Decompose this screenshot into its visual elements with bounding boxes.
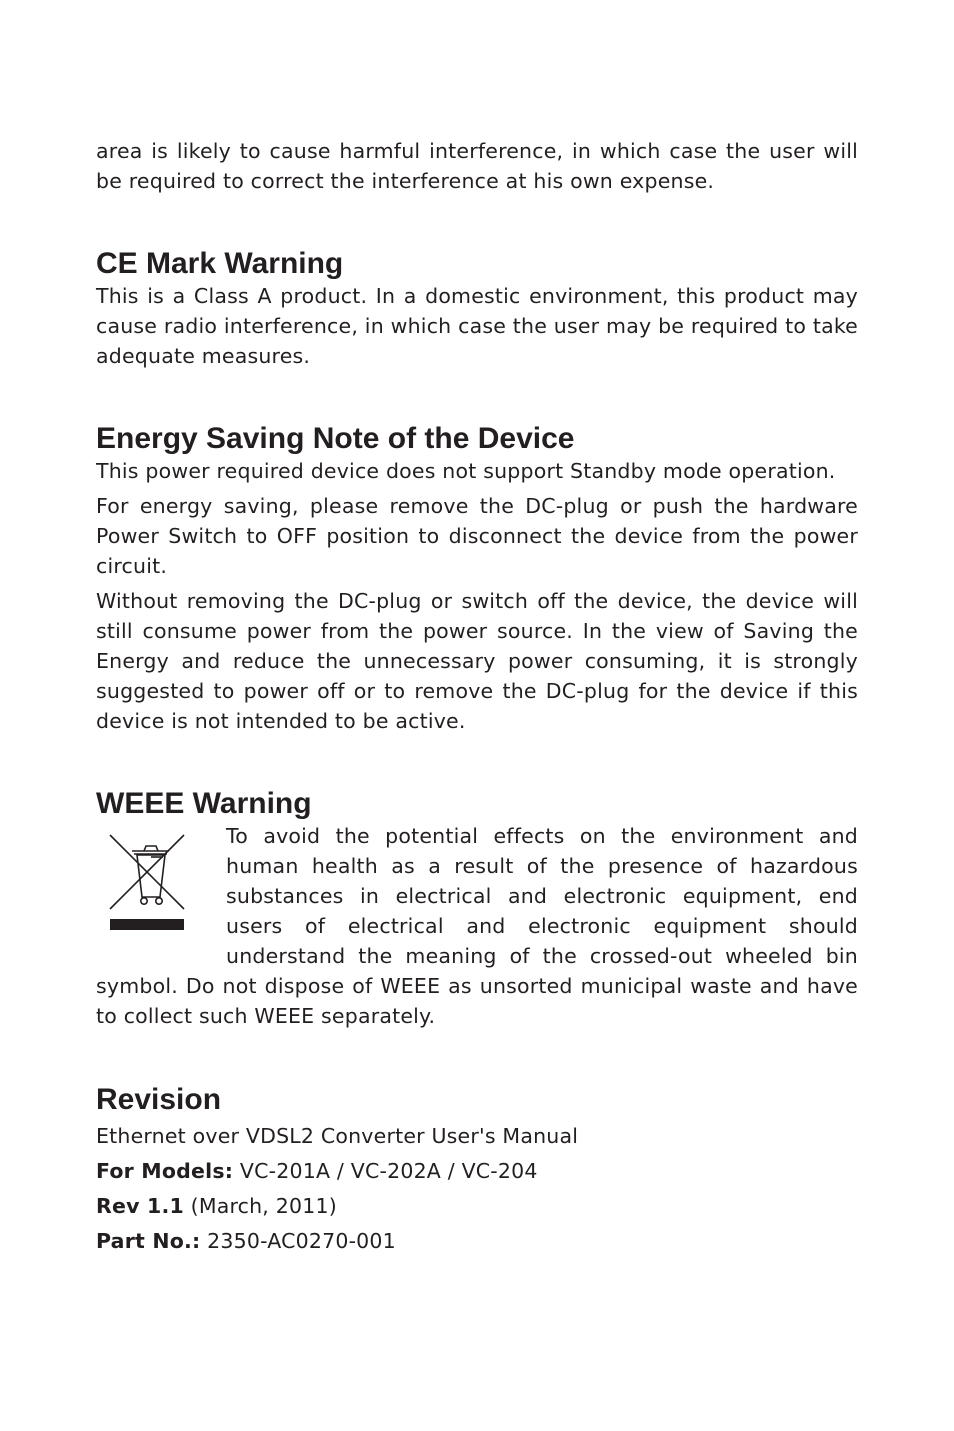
energy-paragraph-2: For energy saving, please remove the DC-plug or push the hardware Power Switch to OFF position to disconnect the device from the power circuit. (96, 494, 858, 578)
weee-heading: WEEE Warning (96, 787, 312, 820)
intro-paragraph: area is likely to cause harmful interference, in which case the user will be required to correct the interference at his own expense. (96, 139, 858, 193)
ce-mark-paragraph: This is a Class A product. In a domestic environment, this product may cause radio interference, in which case the user may be required to take adequate measures. (96, 284, 858, 368)
revision-value: (March, 2011) (183, 1194, 337, 1218)
energy-paragraph-1: This power required device does not support Standby mode operation. (96, 459, 836, 483)
weee-section (96, 787, 858, 1031)
revision-section (96, 1083, 858, 1256)
revision-heading: Revision (96, 1083, 222, 1116)
part-number-value: 2350-AC0270-001 (200, 1229, 396, 1253)
part-number-label: Part No.: (96, 1229, 201, 1253)
energy-paragraph-3: Without removing the DC-plug or switch off the device, the device will still consume power from the power source. In the view of Saving the Energy and reduce the unnecessary power consuming, it is strongly suggested to power off or to remove the DC-plug for the device if this device is not intended to be active. (96, 589, 858, 733)
ce-mark-section (96, 247, 858, 371)
manual-title: Ethernet over VDSL2 Converter User's Manual (96, 1124, 579, 1148)
ce-mark-heading: CE Mark Warning (96, 247, 344, 280)
part-number-line (96, 1226, 858, 1256)
weee-paragraph: To avoid the potential effects on the environment and human health as a result of the presence of hazardous substances in electrical and electronic equipment, end users of electrical and electronic equipment should understand the meaning of the crossed-out wheeled bin symbol. Do not dispose of WEEE as unsorted municipal waste and have to collect such WEEE separately. (96, 824, 858, 1028)
energy-saving-section (96, 422, 858, 736)
models-line (96, 1156, 858, 1186)
revision-label: Rev 1.1 (96, 1194, 184, 1218)
models-value: VC-201A / VC-202A / VC-204 (233, 1159, 538, 1183)
document-page (96, 136, 858, 1256)
crossed-out-wheeled-bin-icon (96, 823, 226, 945)
models-label: For Models: (96, 1159, 234, 1183)
revision-line (96, 1191, 858, 1221)
energy-saving-heading: Energy Saving Note of the Device (96, 422, 575, 455)
